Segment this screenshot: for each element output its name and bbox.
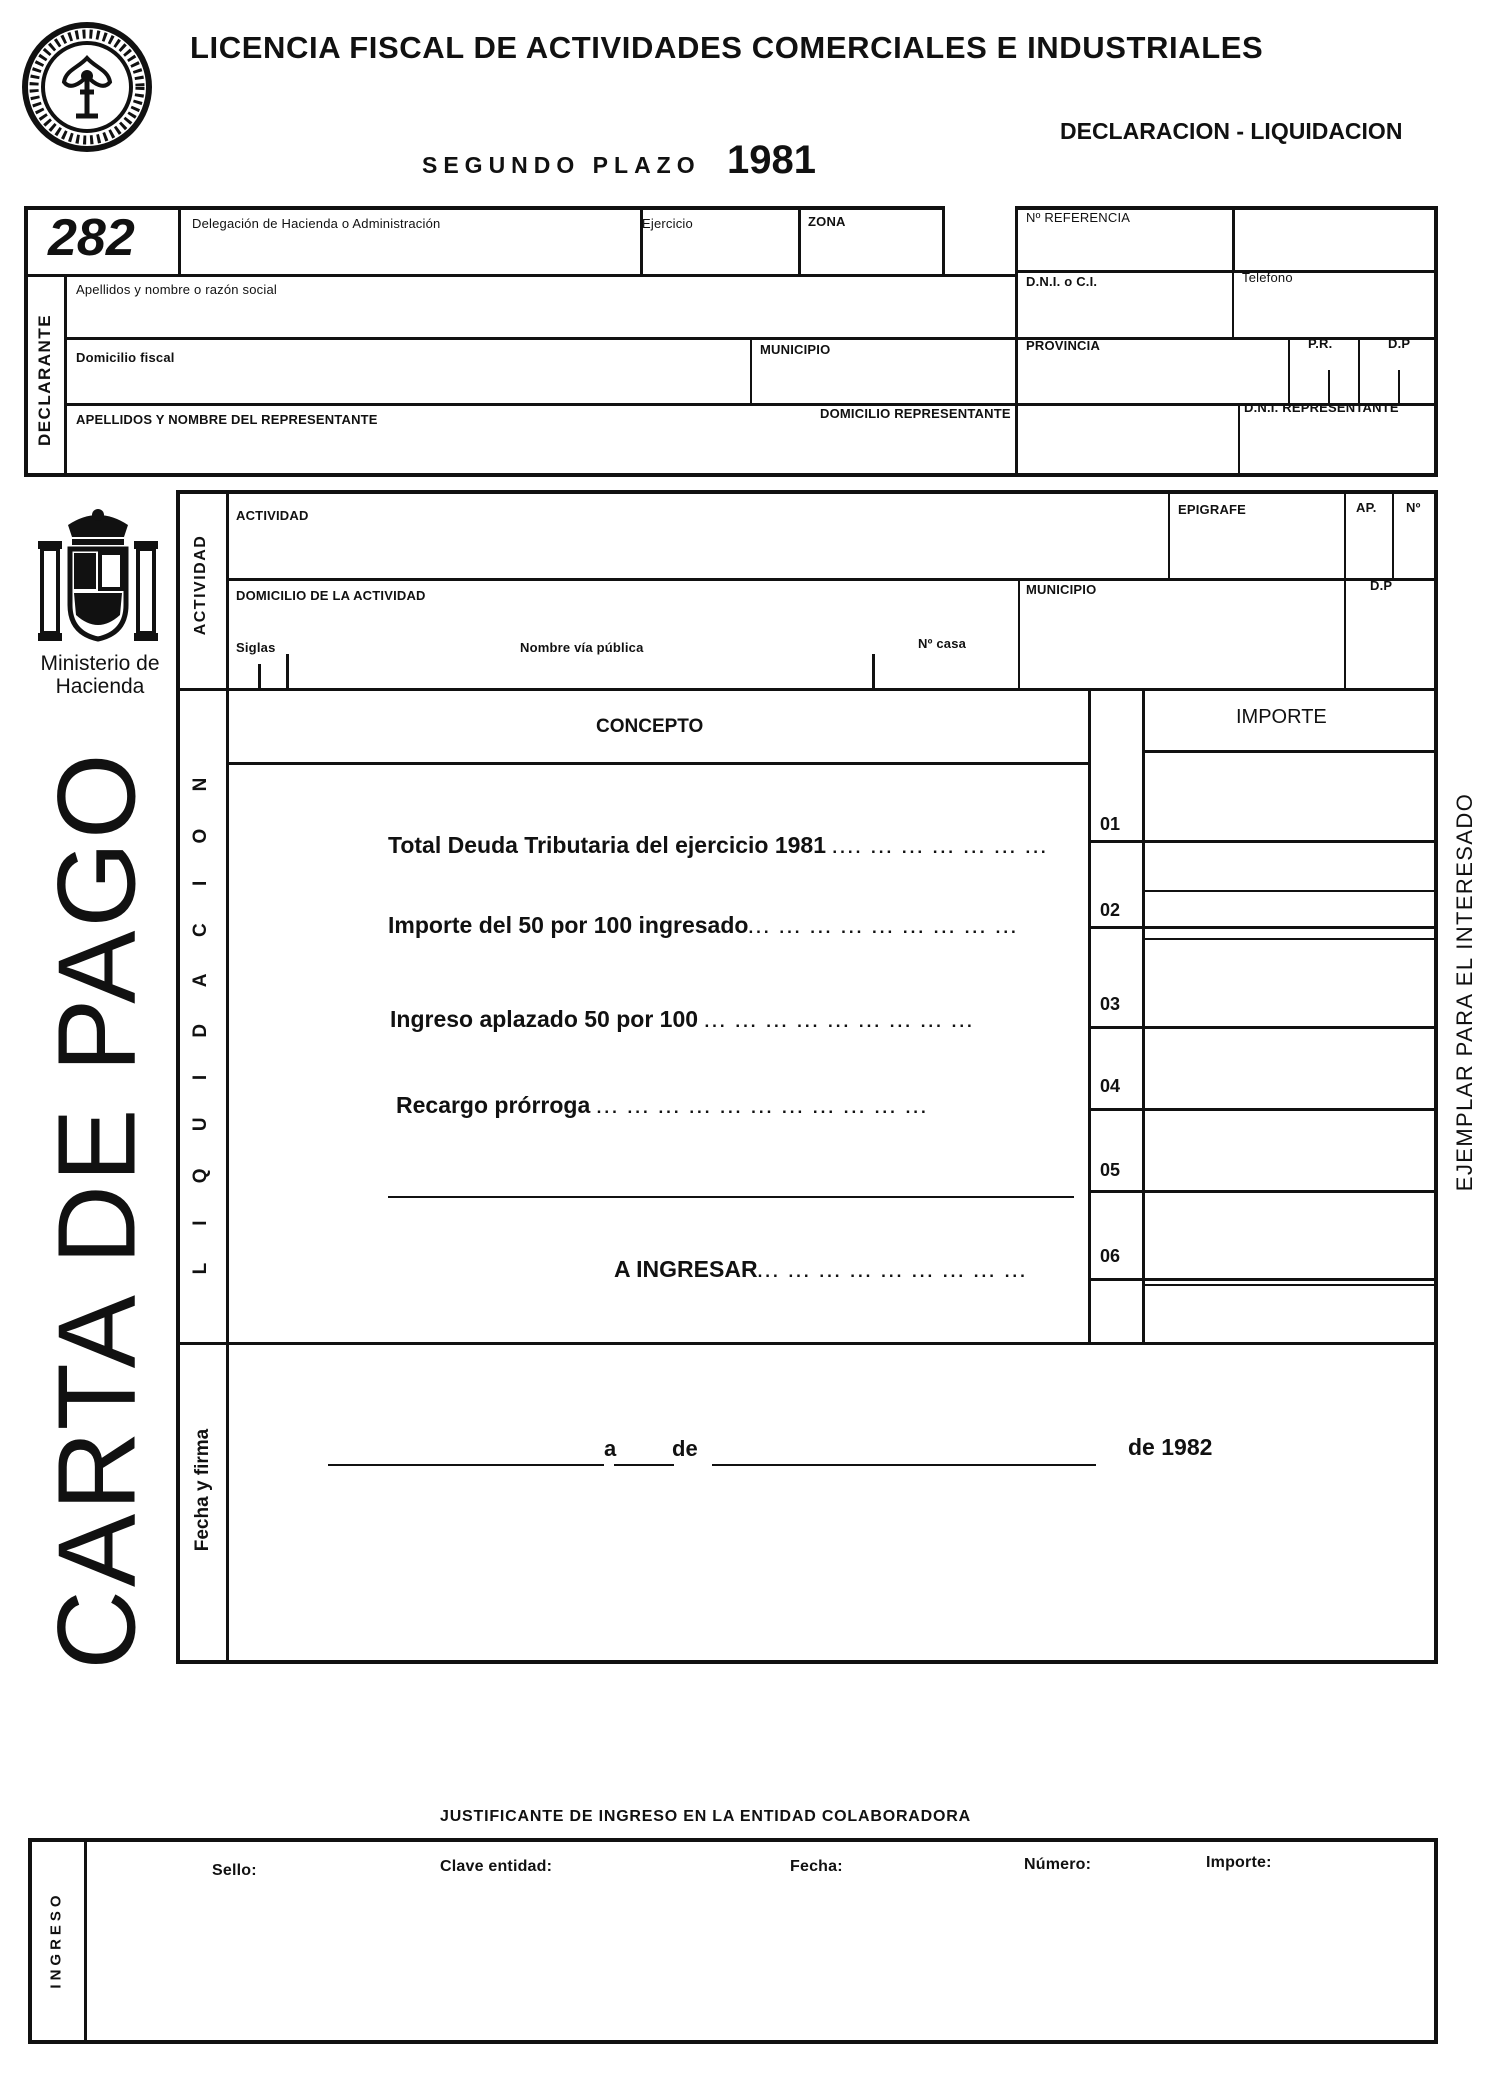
treasury-seal-icon [20, 20, 155, 155]
label-clave-entidad: Clave entidad: [440, 1858, 553, 1875]
label-apellidos: Apellidos y nombre o razón social [76, 282, 277, 297]
label-actividad: ACTIVIDAD [236, 508, 309, 523]
label-via: Nombre vía pública [520, 640, 644, 655]
period-year: 1981 [727, 138, 816, 182]
declarante-side-label: DECLARANTE [35, 313, 54, 447]
label-municipio-actividad: MUNICIPIO [1026, 582, 1097, 597]
label-dni: D.N.I. o C.I. [1026, 274, 1098, 289]
liquidacion-side-label: L I Q U I D A C I O N [190, 761, 211, 1275]
carta-de-pago-title: CARTA DE PAGO [35, 750, 159, 1670]
label-domicilio-actividad: DOMICILIO DE LA ACTIVIDAD [236, 588, 426, 603]
declarante-section [24, 206, 1438, 477]
period-label: SEGUNDO PLAZO [422, 152, 701, 178]
importe-header: IMPORTE [1236, 706, 1327, 728]
ingreso-side-label: INGRESO [47, 1891, 65, 1989]
actividad-side-label: ACTIVIDAD [192, 534, 209, 636]
label-municipio: MUNICIPIO [760, 342, 831, 357]
concepto-row-03: Ingreso aplazado 50 por 100 ... ... ... ... ... ... ... ... ... [390, 1006, 975, 1032]
label-zona: ZONA [808, 214, 846, 229]
firma-a: a [604, 1436, 617, 1461]
importe-field-02[interactable] [1142, 890, 1430, 934]
label-dp-actividad: D.P [1370, 578, 1393, 593]
firma-year: de 1982 [1128, 1434, 1213, 1460]
firma-de: de [672, 1436, 698, 1461]
fecha-firma-side-label: Fecha y firma [192, 1428, 213, 1552]
label-fecha: Fecha: [790, 1858, 843, 1875]
importe-field-06[interactable] [1142, 1232, 1430, 1276]
fecha-dia-field[interactable] [610, 1400, 670, 1460]
form-number: 282 [48, 209, 135, 267]
label-provincia: PROVINCIA [1026, 338, 1101, 353]
label-delegacion: Delegación de Hacienda o Administración [192, 216, 441, 231]
label-numero: Número: [1024, 1856, 1092, 1873]
code-05: 05 [1100, 1160, 1121, 1180]
label-sello: Sello: [212, 1862, 257, 1879]
form-title: LICENCIA FISCAL DE ACTIVIDADES COMERCIALES E INDUSTRIALES [190, 30, 1264, 65]
concepto-row-04: Recargo prórroga ... ... ... ... ... ... ... ... ... ... ... [396, 1092, 929, 1118]
importe-field-01[interactable] [1142, 790, 1430, 834]
code-02: 02 [1100, 900, 1121, 920]
label-domicilio: Domicilio fiscal [76, 350, 175, 365]
importe-field-04[interactable] [1142, 1062, 1430, 1106]
label-epigrafe: EPIGRAFE [1178, 502, 1247, 517]
code-04: 04 [1100, 1076, 1121, 1096]
label-referencia: Nº REFERENCIA [1026, 210, 1131, 225]
code-03: 03 [1100, 994, 1121, 1014]
concepto-row-01: Total Deuda Tributaria del ejercicio 1981 .... ... ... ... ... ... ... [388, 832, 1049, 858]
importe-field-05[interactable] [1142, 1144, 1430, 1188]
concepto-row-02: Importe del 50 por 100 ingresado... ... ... ... ... ... ... ... ... [388, 912, 1019, 938]
concepto-header: CONCEPTO [596, 716, 704, 737]
label-num: Nº [1406, 500, 1421, 515]
fecha-mes-field[interactable] [708, 1400, 1092, 1460]
ministry-name: Ministerio de Hacienda [40, 652, 160, 698]
label-representante: APELLIDOS Y NOMBRE DEL REPRESENTANTE [76, 412, 378, 427]
label-siglas: Siglas [236, 640, 276, 655]
label-importe: Importe: [1206, 1854, 1272, 1871]
importe-field-03[interactable] [1142, 980, 1430, 1024]
label-casa: Nº casa [918, 636, 967, 651]
coat-of-arms-icon [28, 505, 168, 655]
code-01: 01 [1100, 814, 1121, 834]
label-telefono: Telefono [1242, 270, 1293, 285]
code-06: 06 [1100, 1246, 1121, 1266]
label-dni-representante: D.N.I. REPRESENTANTE [1244, 400, 1399, 415]
form-subtitle: DECLARACION - LIQUIDACION [1060, 118, 1403, 144]
label-ap: AP. [1356, 500, 1377, 515]
label-pr: P.R. [1308, 336, 1333, 351]
label-ejercicio: Ejercicio [642, 216, 693, 231]
label-domicilio-representante: DOMICILIO REPRESENTANTE [820, 406, 1011, 421]
fecha-lugar-field[interactable] [324, 1400, 600, 1460]
label-dp: D.P [1388, 336, 1411, 351]
ejemplar-interesado-label: EJEMPLAR PARA EL INTERESADO [1452, 792, 1477, 1192]
concepto-row-06: A INGRESAR... ... ... ... ... ... ... ... ... [614, 1256, 1028, 1282]
justificante-title: JUSTIFICANTE DE INGRESO EN LA ENTIDAD COLABORADORA [440, 1808, 971, 1825]
